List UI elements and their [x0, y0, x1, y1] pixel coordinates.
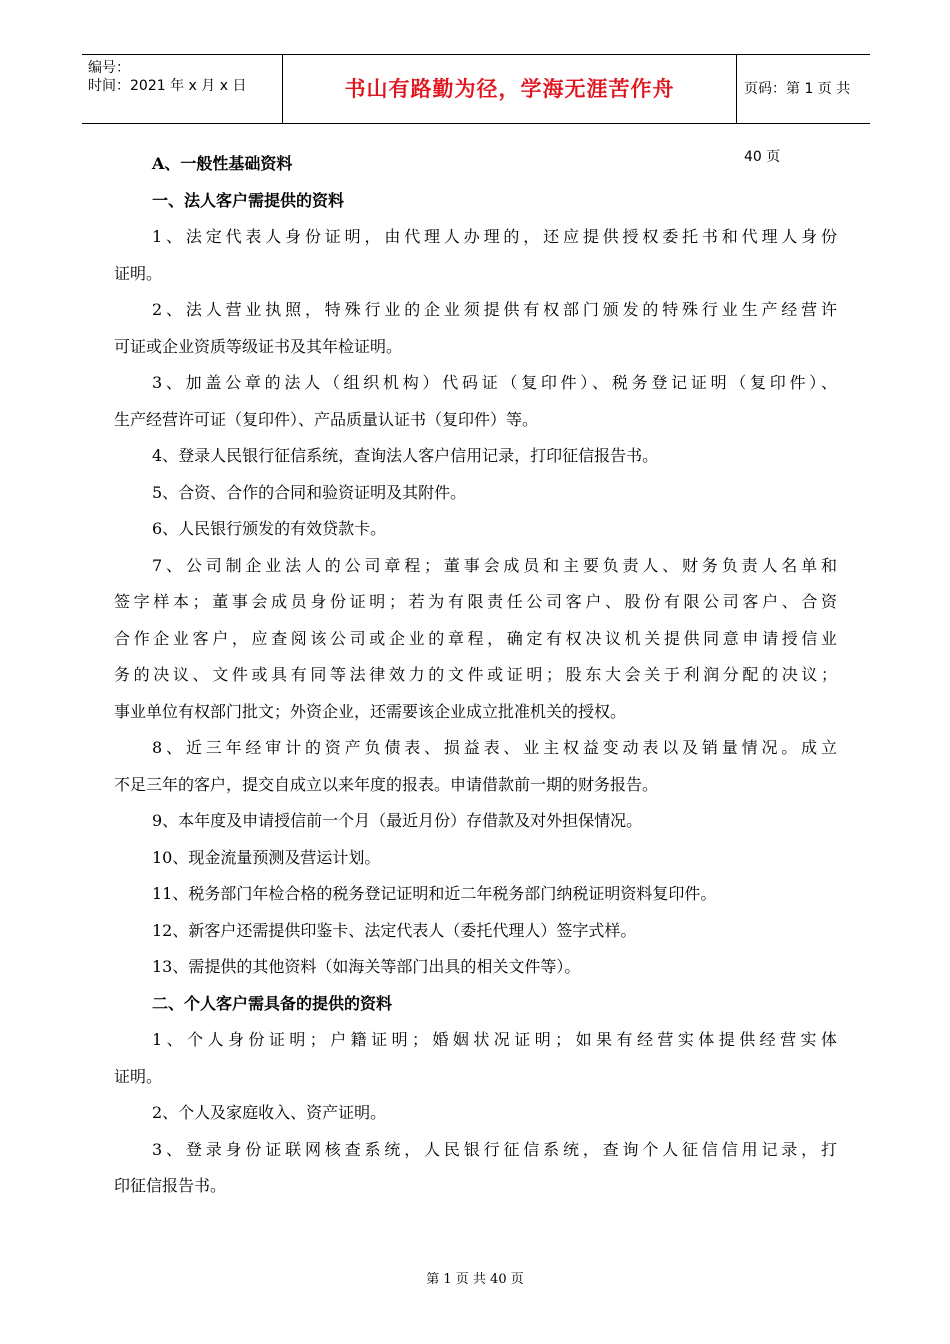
paragraph-line: 务的决议、文件或具有同等法律效力的文件或证明；股东大会关于利润分配的决议；: [114, 665, 837, 684]
document-body: [114, 146, 837, 1205]
paragraph-line: 1、个人身份证明；户籍证明；婚姻状况证明；如果有经营实体提供经营实体: [152, 1030, 837, 1049]
paragraph-line: 合作企业客户，应查阅该公司或企业的章程，确定有权决议机关提供同意申请授信业: [114, 628, 837, 648]
paragraph-line: 证明。: [114, 263, 163, 283]
header-motto-cell: [282, 55, 737, 123]
paragraph-line: 6、人民银行颁发的有效贷款卡。: [152, 519, 387, 538]
paragraph-line: 9、本年度及申请授信前一个月（最近月份）存借款及对外担保情况。: [152, 811, 643, 830]
section-2-title: 二、个人客户需具备的提供的资料: [152, 993, 393, 1013]
paragraph-line: 证明。: [114, 1066, 163, 1086]
paragraph-line: 12、新客户还需提供印鉴卡、法定代表人（委托代理人）签字式样。: [152, 920, 637, 940]
paragraph-line: 4、登录人民银行征信系统，查询法人客户信用记录，打印征信报告书。: [152, 446, 659, 465]
paragraph-line: 不足三年的客户，提交自成立以来年度的报表。申请借款前一期的财务报告。: [114, 774, 659, 794]
paragraph-line: 1、法定代表人身份证明，由代理人办理的，还应提供授权委托书和代理人身份: [152, 227, 837, 246]
paragraph-line: 2、法人营业执照，特殊行业的企业须提供有权部门颁发的特殊行业生产经营许: [152, 300, 837, 319]
paragraph-line: 3、登录身份证联网核查系统，人民银行征信系统，查询个人征信信用记录，打: [152, 1139, 837, 1159]
page-footer: 第 1 页 共 40 页: [426, 1272, 524, 1287]
section-a-title: A、一般性基础资料: [152, 154, 293, 173]
paragraph-line: 印征信报告书。: [114, 1176, 227, 1195]
paragraph-line: 2、个人及家庭收入、资产证明。: [152, 1103, 387, 1122]
header-meta: [82, 55, 282, 123]
paragraph-line: 10、现金流量预测及营运计划。: [152, 847, 381, 867]
paragraph-line: 事业单位有权部门批文；外资企业，还需要该企业成立批准机关的授权。: [114, 701, 627, 721]
paragraph-line: 11、税务部门年检合格的税务登记证明和近二年税务部门纳税证明资料复印件。: [152, 884, 717, 903]
header-motto: 书山有路勤为径，学海无涯苦作舟: [344, 77, 675, 101]
header-page-cell: [736, 55, 870, 165]
document-number-label: 编号：: [88, 60, 130, 76]
section-1-title: 一、法人客户需提供的资料: [152, 190, 345, 210]
paragraph-line: 签字样本；董事会成员身份证明；若为有限责任公司客户、股份有限公司客户、合资: [114, 592, 837, 611]
paragraph-line: 8、近三年经审计的资产负债表、损益表、业主权益变动表以及销量情况。成立: [152, 738, 837, 757]
paragraph-line: 生产经营许可证（复印件）、产品质量认证书（复印件）等。: [114, 409, 539, 429]
paragraph-line: 5、合资、合作的合同和验资证明及其附件。: [152, 482, 467, 502]
paragraph-line: 7、公司制企业法人的公司章程；董事会成员和主要负责人、财务负责人名单和: [152, 555, 837, 575]
header-page-info: 页码：第 1 页 共 40 页: [744, 81, 851, 165]
paragraph-line: 3、加盖公章的法人（组织机构）代码证（复印件）、税务登记证明（复印件）、: [152, 373, 837, 392]
document-time-label: 时间：2021 年 x 月 x 日: [88, 78, 247, 94]
paragraph-line: 可证或企业资质等级证书及其年检证明。: [114, 336, 403, 356]
paragraph-line: 13、需提供的其他资料（如海关等部门出具的相关文件等）。: [152, 957, 581, 976]
